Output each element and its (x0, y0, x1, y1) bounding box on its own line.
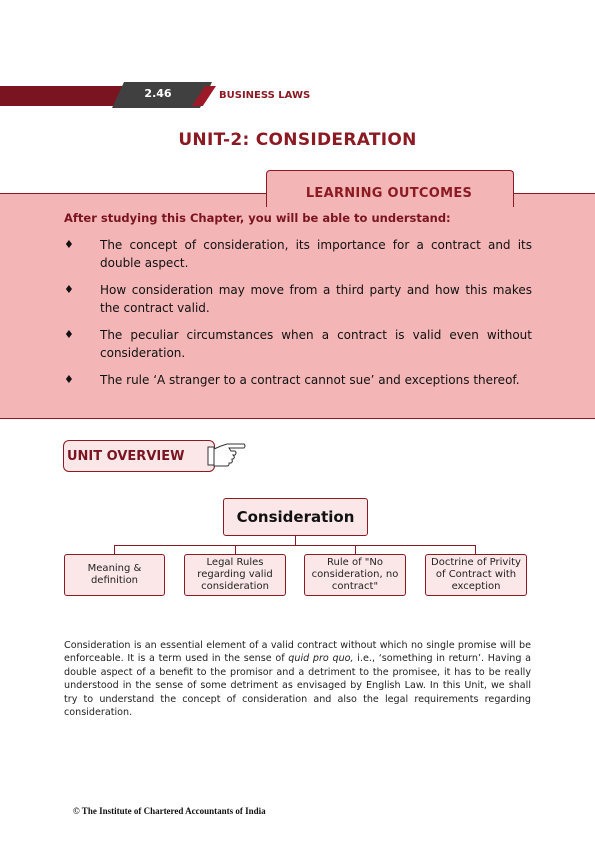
diagram-connector (114, 545, 475, 546)
unit-overview-label: UNIT OVERVIEW (67, 449, 185, 464)
footer-copyright: © The Institute of Chartered Accountants of India (73, 806, 266, 816)
list-item (64, 371, 532, 389)
list-item (64, 326, 532, 362)
diamond-bullet-icon: ♦ (64, 283, 74, 296)
diagram-connector (235, 545, 236, 554)
pointing-hand-icon (207, 441, 247, 469)
diagram-connector (475, 545, 476, 554)
diagram-node-no-consideration: Rule of "No consideration, no contract" (304, 554, 406, 596)
diagram-connector (355, 545, 356, 554)
list-item-text: How consideration may move from a third party and how this makes the contract valid. (100, 283, 532, 315)
diagram-connector (114, 545, 115, 554)
diagram-node-legal-rules: Legal Rules regarding valid consideration (184, 554, 286, 596)
learning-outcomes-list (64, 236, 532, 398)
list-item (64, 236, 532, 272)
list-item-text: The rule ‘A stranger to a contract cannot sue’ and exceptions thereof. (100, 373, 520, 387)
learning-outcomes-intro: After studying this Chapter, you will be able to understand: (64, 211, 451, 225)
book-title: BUSINESS LAWS (219, 90, 311, 101)
list-item-text: The peculiar circumstances when a contract is valid even without consideration. (100, 328, 532, 360)
header-band-left (0, 86, 122, 106)
paragraph-italic: quid pro quo, (288, 653, 354, 665)
diagram-root-node: Consideration (223, 498, 368, 536)
diagram-node-privity: Doctrine of Privity of Contract with exception (425, 554, 527, 596)
diamond-bullet-icon: ♦ (64, 328, 74, 341)
list-item-text: The concept of consideration, its importance for a contract and its double aspect. (100, 238, 532, 270)
diagram-node-meaning: Meaning & definition (64, 554, 165, 596)
unit-title: UNIT-2: CONSIDERATION (178, 130, 417, 150)
diamond-bullet-icon: ♦ (64, 373, 74, 386)
paragraph-text: i.e., ‘something in return’. Having a double aspect of a benefit to the promisor and a detriment to the promisee, it has to be really understood in the sense of some detriment as envisaged by English Law. In this Unit, we shall try to understand the concept of consideration and also the legal requirements regarding consideration. (64, 653, 531, 719)
learning-outcomes-title: LEARNING OUTCOMES (305, 186, 473, 201)
overview-paragraph (64, 639, 531, 720)
page-number: 2.46 (144, 87, 172, 100)
paragraph-text: Consideration is an essential element of a valid contract without which no single promise will be enforceable. It is a term used in the sense of (64, 639, 531, 665)
list-item (64, 281, 532, 317)
diamond-bullet-icon: ♦ (64, 238, 74, 251)
